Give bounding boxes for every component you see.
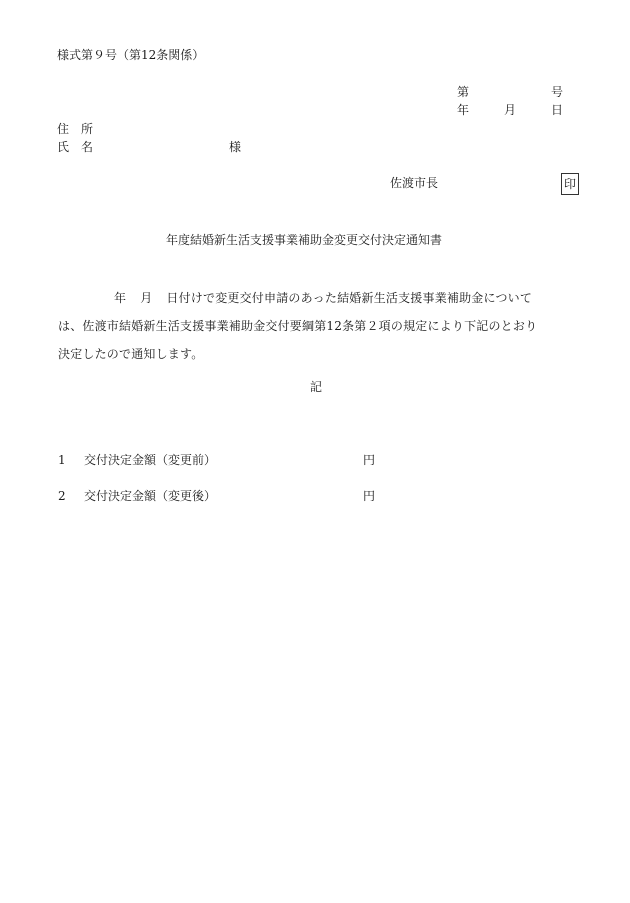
date-day: 日 — [551, 103, 564, 117]
issuer-title: 佐渡市長 — [390, 176, 439, 190]
form-label: 様式第９号（第12条関係） — [57, 48, 205, 62]
body-year: 年 — [114, 291, 127, 305]
document-title: 年度結婚新生活支援事業補助金変更交付決定通知書 — [166, 233, 443, 247]
address-label: 住 所 — [57, 122, 94, 136]
item-unit: 円 — [363, 453, 376, 467]
item-unit: 円 — [363, 489, 376, 503]
item-label: 交付決定金額（変更前） — [84, 453, 217, 467]
name-label: 氏 名 — [57, 140, 94, 154]
body-line-1 — [58, 284, 588, 312]
item-label: 交付決定金額（変更後） — [84, 489, 217, 503]
body-paragraph — [58, 284, 588, 368]
body-line-3: 決定したので通知します。 — [58, 347, 204, 361]
body-line-2: は、佐渡市結婚新生活支援事業補助金交付要綱第12条第２項の規定により下記のとおり — [58, 319, 538, 333]
body-line-1-text: 日付けで変更交付申請のあった結婚新生活支援事業補助金について — [166, 291, 533, 305]
date-year: 年 — [457, 103, 470, 117]
ref-dai: 第 — [457, 85, 470, 99]
item-number: 2 — [58, 489, 66, 503]
seal-mark: 印 — [561, 173, 579, 195]
ref-go: 号 — [551, 85, 564, 99]
body-month: 月 — [140, 291, 153, 305]
date-month: 月 — [504, 103, 517, 117]
ki-heading: 記 — [310, 380, 323, 394]
honorific: 様 — [229, 140, 242, 154]
item-number: 1 — [58, 453, 66, 467]
